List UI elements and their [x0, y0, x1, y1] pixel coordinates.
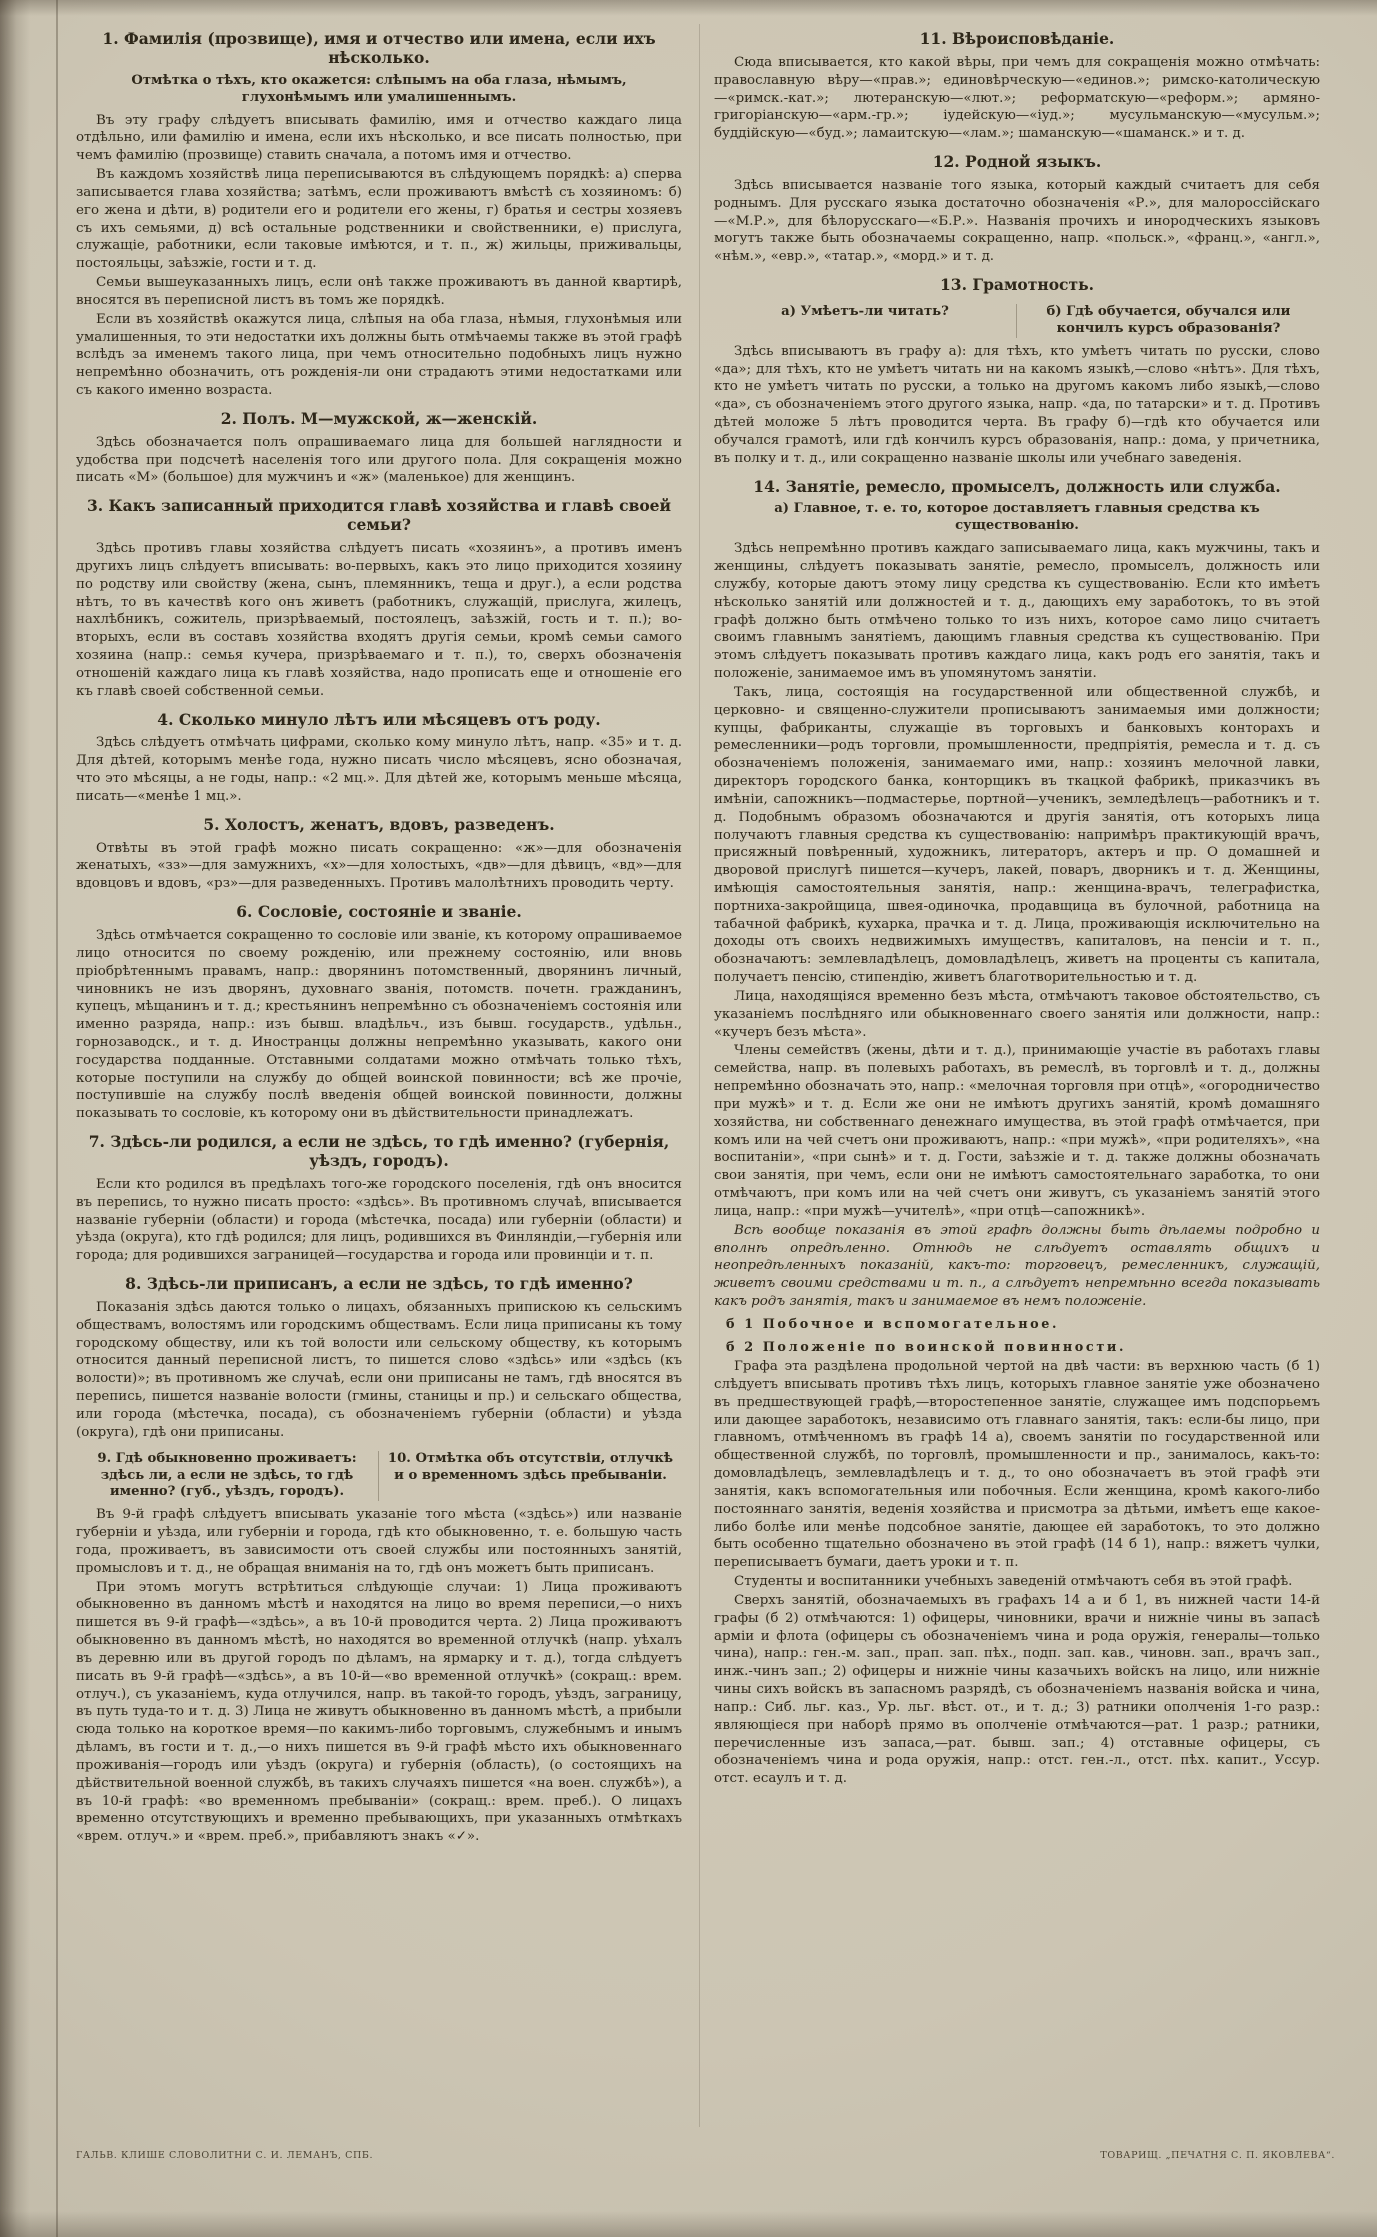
section-subheading: Отмѣтка о тѣхъ, кто окажется: слѣпымъ на оба глаза, нѣмымъ, глухонѣмымъ или умалишеннымъ. — [131, 72, 627, 105]
dual-section-heading — [76, 1451, 682, 1502]
paragraph: Сюда вписывается, кто какой вѣры, при чемъ для сокращенія можно отмѣчать: православную вѣру—«прав.»; единовѣрческую—«единов.»; римско-католическую—«римск.-кат.»; лютеранскую—«лют.»; реформатскую—«реформ.»; армяно-григоріанскую—«арм.-гр.»; іудейскую—«іуд.»; мусульманскую—«мусульм.»; буддійскую—«буд.»; ламаитскую—«лам.»; шаманскую—«шаманск.» и т. д. — [714, 54, 1320, 142]
section-heading: 13. Грамотность. — [940, 275, 1094, 295]
section-heading: 7. Здѣсь-ли родился, а если не здѣсь, то гдѣ именно? (губернія, уѣздъ, городъ). — [88, 1132, 670, 1171]
printer-credit-right: ТОВАРИЩ. „ПЕЧАТНЯ С. П. ЯКОВЛЕВА“. — [1100, 2150, 1335, 2161]
paragraph: Семьи вышеуказанныхъ лицъ, если онѣ также проживаютъ въ данной квартирѣ, вносятся въ переписной листъ въ томъ же порядкѣ. — [76, 275, 682, 308]
section-heading: 2. Полъ. М—мужской, ж—женскій. — [220, 408, 538, 428]
page-fold-line — [56, 0, 58, 2237]
paragraph: Въ каждомъ хозяйствѣ лица переписываются въ слѣдующемъ порядкѣ: а) сперва записывается глава хозяйства; затѣмъ, если проживаютъ вмѣстѣ съ хозяиномъ: б) его жена и дѣти, в) родители его и родители его жены, г) братья и сестры хозяевъ съ ихъ семьями, д) всѣ остальные родственники и свойственники, е) прислуга, служащіе, работники, если таковые имѣются, и т. п., ж) жильцы, приживальцы, постояльцы, заѣзжіе, гости и т. д. — [76, 167, 682, 272]
subsection-heading: б 2 Положеніе по воинской повинности. — [726, 1339, 1126, 1355]
section-heading: а) Умѣетъ-ли читать? — [714, 304, 1017, 338]
page-bottom-edge-shadow — [0, 2211, 1377, 2237]
section-heading: 9. Гдѣ обыкновенно проживаетъ: здѣсь ли, а если не здѣсь, то гдѣ именно? (губ., уѣздъ, городъ). — [76, 1451, 379, 1502]
paragraph: Здѣсь противъ главы хозяйства слѣдуетъ писать «хозяинъ», а противъ именъ другихъ лицъ слѣдуетъ вписывать: во-первыхъ, какъ это лицо приходится хозяину по родству или свойству (жена, сынъ, племянникъ, теща и друг.), а если родства нѣтъ, то въ качествѣ кого онъ живетъ (работникъ, служащій, прислуга, жилецъ, нахлѣбникъ, сожитель, призрѣваемый, постоялецъ, заѣзжій, гость и т. п.); во-вторыхъ, если въ составъ хозяйства входятъ другія семьи, кромѣ семьи самого хозяина (напр.: семья кучера, призрѣваемаго и т. п.), то, сверхъ обозначенія отношеній каждаго лица къ главѣ хозяйства, надо прописать еще и отношеніе его къ главѣ своей собственной семьи. — [76, 541, 682, 699]
paragraph: Всѣ вообще показанія въ этой графѣ должны быть дѣлаемы подробно и вполнѣ опредѣленно. Отнюдь не слѣдуетъ оставлять общихъ и неопредѣленныхъ показаній, какъ-то: торговецъ, ремесленникъ, служащій, живетъ своими средствами и т. п., а слѣдуетъ непремѣнно всегда показывать какъ родъ занятія, такъ и занимаемое въ немъ положеніе. — [714, 1222, 1320, 1310]
section-heading: 1. Фамилія (прозвище), имя и отчество или имена, если ихъ нѣсколько. — [102, 29, 656, 67]
section-heading: 10. Отмѣтка объ отсутствіи, отлучкѣ и о временномъ здѣсь пребываніи. — [387, 1450, 674, 1483]
page-top-edge-shadow — [0, 0, 1377, 16]
section-heading: 11. Вѣроисповѣданіе. — [919, 29, 1115, 48]
paragraph: При этомъ могутъ встрѣтиться слѣдующіе случаи: 1) Лица проживаютъ обыкновенно въ данномъ мѣстѣ и находятся на лицо во время переписи,—о нихъ пишется въ 9-й графѣ—«здѣсь», а въ 10-й проводится черта. 2) Лица проживаютъ обыкновенно въ данномъ мѣстѣ, но находятся во временной отлучкѣ (напр. уѣхалъ въ деревню или въ другой городъ по дѣламъ, на ярмарку и т. д.), тогда слѣдуетъ писать въ 9-й графѣ—«здѣсь», а въ 10-й—«во временной отлучкѣ» (сокращ.: врем. отлуч.), съ указаніемъ, куда отлучился, напр. въ такой-то городъ, уѣздъ, заграницу, въ путь туда-то и т. д. 3) Лица не живутъ обыкновенно въ данномъ мѣстѣ, а прибыли сюда только на короткое время—по какимъ-либо торговымъ, служебнымъ и инымъ дѣламъ, въ гости и т. д.,—о нихъ пишется въ 9-й графѣ мѣсто ихъ обыкновеннаго проживанія—городъ или уѣздъ (округа) и губернія (область), (о состоящихъ на дѣйствительной военной службѣ, въ такихъ случаяхъ пишется «на воен. службѣ»), а въ 10-й графѣ: «во временномъ пребываніи» (сокращ.: врем. преб.). О лицахъ временно отсутствующихъ и временно пребывающихъ, при указанныхъ отмѣткахъ «врем. отлуч.» и «врем. преб.», прибавляютъ знакъ «✓». — [76, 1579, 682, 1845]
paragraph: Сверхъ занятій, обозначаемыхъ въ графахъ 14 а и б 1, въ нижней части 14-й графы (б 2) отмѣчаются: 1) офицеры, чиновники, врачи и нижніе чины въ запасѣ арміи и флота (офицеры съ обозначеніемъ чина и рода оружія, генералы—только чина), напр.: ген.-м. зап., прап. зап. пѣх., подп. зап. кав., чиновн. зап., врачъ зап., инж.-чинъ зап.; 2) офицеры и нижніе чины казачьихъ войскъ на лицо, или нижніе чины сихъ войскъ въ запасномъ разрядѣ, съ обозначеніемъ названія войска и чина, напр.: Сиб. льг. каз., Ур. льг. вѣст. от., и т. д.; 3) ратники ополченія 1-го разр.: являющіеся при наборѣ прямо въ ополченіе отмѣчаются—рат. 1 разр.; ратники, перечисленные изъ запаса,—рат. бывш. зап.; 4) отставные офицеры, съ обозначеніемъ чина и рода оружія, напр.: отст. ген.-л., отст. пѣх. капит., Уссур. отст. есаулъ и т. д. — [714, 1592, 1320, 1787]
printer-credit-left: ГАЛЬВ. КЛИШЕ СЛОВОЛИТНИ С. И. ЛЕМАНЪ, СПБ. — [76, 2150, 374, 2161]
section-heading: 12. Родной языкъ. — [932, 152, 1102, 172]
page-left-edge-shadow — [0, 0, 30, 2237]
text-column-1 — [76, 20, 682, 1847]
paragraph: Здѣсь отмѣчается сокращенно то сословіе или званіе, къ которому опрашиваемое лицо относится по своему рожденію, или прежнему состоянію, или вновь пріобрѣтеннымъ правамъ, напр.: дворянинъ потомственный, дворянинъ личный, чиновникъ не изъ дворянъ, духовнаго званія, потомств. почетн. гражданинъ, купецъ, мѣщанинъ и т. д.; крестьянинъ непремѣнно съ обозначеніемъ состоянія или именно разряда, напр.: изъ бывш. владѣльч., изъ бывш. государств., удѣльн., горнозаводск., и т. д. Иностранцы должны непремѣнно указывать, какого они государства подданные. Отставными солдатами можно отмѣчать только тѣхъ, которые поступили на службу до общей воинской повинности; всѣ же прочіе, поступившіе на службу послѣ введенія общей воинской повинности, должны показывать то сословіе, къ которому они въ дѣйствительности принадлежатъ. — [76, 928, 682, 1122]
paragraph: Здѣсь непремѣнно противъ каждаго записываемаго лица, какъ мужчины, такъ и женщины, слѣдуетъ показывать занятіе, ремесло, промыселъ, должность или службу, которые даютъ этому лицу средства къ существованію. Если кто имѣетъ нѣсколько занятій или должностей и т. д., дающихъ ему заработокъ, то въ этой графѣ должно быть отмѣчено только то изъ нихъ, которое само лицо считаетъ своимъ главнымъ занятіемъ, дающимъ главныя средства къ существованію. При этомъ слѣдуетъ показывать противъ каждаго лица, какъ родъ его занятія, такъ и положеніе, занимаемое имъ въ упомянутомъ занятіи. — [714, 541, 1320, 682]
section-heading: 4. Сколько минуло лѣтъ или мѣсяцевъ отъ роду. — [157, 709, 601, 729]
paragraph: Въ 9-й графѣ слѣдуетъ вписывать указаніе того мѣста («здѣсь») или названіе губерніи и уѣзда, или губерніи и города, гдѣ кто обыкновенно, т. е. большую часть года, проживаетъ, въ зависимости отъ своей службы или постоянныхъ занятій, промысловъ и т. д., не обращая вниманія на то, гдѣ онъ можетъ быть приписанъ. — [76, 1507, 682, 1576]
section-heading: 5. Холостъ, женатъ, вдовъ, разведенъ. — [203, 814, 555, 834]
paragraph: Здѣсь вписывается названіе того языка, который каждый считаетъ для себя роднымъ. Для русскаго языка достаточно обозначенія «Р.», для малороссійскаго—«М.Р.», для бѣлорусскаго—«Б.Р.». Названія прочихъ и инородческихъ языковъ могутъ также быть обозначаемы сокращенно, напр. «польск.», «франц.», «англ.», «нѣм.», «евр.», «татар.», «морд.» и т. д. — [714, 177, 1320, 265]
paragraph: Графа эта раздѣлена продольной чертой на двѣ части: въ верхнюю часть (б 1) слѣдуетъ вписывать противъ тѣхъ лицъ, которыхъ главное занятіе уже обозначено въ предшествующей графѣ,—второстепенное занятіе, служащее имъ подспорьемъ или дающее заработокъ, независимо отъ главнаго занятія, такъ: если-бы лицо, при главномъ, отмѣченномъ въ графѣ 14 а), своемъ занятіи по государственной или общественной службѣ, по торговлѣ, промышленности и пр., занималось, какъ-то: домовладѣлецъ, землевладѣлецъ и т. д., то оно обозначаетъ въ этой графѣ эти занятія, какъ вспомогательныя или побочныя. Если женщина, кромѣ какого-либо постояннаго занятія, веденія хозяйства и присмотра за дѣтьми, имѣетъ еще какое-либо болѣе или менѣе подсобное занятіе, дающее ей заработокъ, то это должно быть особенно тщательно обозначено въ этой графѣ (14 б 1), напр.: вяжетъ чулки, переписываетъ бумаги, даетъ уроки и т. п. — [714, 1359, 1320, 1571]
paragraph: Лица, находящіяся временно безъ мѣста, отмѣчаютъ таковое обстоятельство, съ указаніемъ послѣдняго или обыкновеннаго своего занятія или должности, напр.: «кучеръ безъ мѣста». — [714, 988, 1320, 1040]
paragraph: Студенты и воспитанники учебныхъ заведеній отмѣчаютъ себя въ этой графѣ. — [734, 1574, 1293, 1590]
printer-credits — [76, 2150, 1335, 2161]
text-column-2 — [714, 20, 1320, 1847]
paragraph: Здѣсь вписываютъ въ графу а): для тѣхъ, кто умѣетъ читать по русски, слово «да»; для тѣхъ, кто не умѣетъ читать ни на какомъ языкѣ,—слово «нѣтъ». Для тѣхъ, кто не умѣетъ читать по русски, а только на другомъ какомъ либо языкѣ,—слово «да», съ обозначеніемъ этого другого языка, напр. «да, по татарски» и т. д. Противъ дѣтей моложе 5 лѣтъ проводится черта. Въ графу б)—гдѣ кто обучается или обучался грамотѣ, или гдѣ кончилъ курсъ образованія, напр.: дома, у причетника, въ полку и т. д., или сокращенно названіе школы или учебнаго заведенія. — [714, 343, 1320, 466]
section-heading: 6. Сословіе, состояніе и званіе. — [236, 902, 522, 922]
paragraph: Показанія здѣсь даются только о лицахъ, обязанныхъ припискою къ сельскимъ обществамъ, волостямъ или городскимъ обществамъ. Если лица приписаны къ тому городскому обществу, или къ той волости или сельскому обществу, къ которымъ относится данный переписной листъ, то пишется слово «здѣсь» или «здѣсь (къ волости)»; въ противномъ же случаѣ, если они приписаны не тамъ, гдѣ вносятся въ перепись, пишется названіе волости (гмины, станицы и пр.) и сельскаго общества, или города (мѣстечка, посада), съ обозначеніемъ губерніи (области) и уѣзда (округа), гдѣ они приписаны. — [76, 1299, 682, 1440]
paragraph: Если въ хозяйствѣ окажутся лица, слѣпыя на оба глаза, нѣмыя, глухонѣмыя или умалишенныя, то эти недостатки ихъ должны быть отмѣчаемы также въ этой графѣ вслѣдъ за именемъ такого лица, при чемъ относительно подобныхъ лицъ нужно непремѣнно обозначить, отъ рожденія-ли они страдаютъ этими недостатками или съ какого именно возраста. — [76, 311, 682, 399]
section-heading: 3. Какъ записанный приходится главѣ хозяйства и главѣ своей семьи? — [86, 496, 672, 535]
paragraph: Въ эту графу слѣдуетъ вписывать фамилію, имя и отчество каждаго лица отдѣльно, или фамилію и имена, если ихъ нѣсколько, и все писать полностью, при чемъ фамилію (прозвище) ставить сначала, а потомъ имя и отчество. — [76, 112, 682, 164]
paragraph: Здѣсь обозначается полъ опрашиваемаго лица для большей наглядности и удобства при подсчетѣ населенія того или другого пола. Для сокращенія можно писать «М» (большое) для мужчинъ и «ж» (маленькое) для женщинъ. — [76, 434, 682, 486]
section-heading: 14. Занятіе, ремесло, промыселъ, должность или служба. — [753, 476, 1281, 496]
dual-section-heading — [714, 304, 1320, 338]
paragraph: Члены семействъ (жены, дѣти и т. д.), принимающіе участіе въ работахъ главы семейства, напр. въ полевыхъ работахъ, въ ремеслѣ, въ торговлѣ и т. д., должны непремѣнно обозначать это, напр.: «мелочная торговля при отцѣ», «огородничество при мужѣ» и т. д. Если же они не имѣютъ другихъ занятій, кромѣ домашняго хозяйства, ни собственнаго денежнаго имущества, въ этой графѣ отмѣчается, при комъ или на чей счетъ они проживаютъ, напр.: «при мужѣ», «при родителяхъ», «на воспитаніи», «при сынѣ» и т. д. Гости, заѣзжіе и т. д. также должны обозначать свои занятія, при чемъ, если они не имѣютъ самостоятельнаго заработка, то они отмѣчаютъ, при комъ или на чей счетъ они живутъ, съ указаніемъ занятій этого лица, напр.: «при мужѣ—учителѣ», «при отцѣ—сапожникѣ». — [714, 1043, 1320, 1219]
section-subheading: а) Главное, т. е. то, которое доставляетъ главныя средства къ существованію. — [774, 501, 1260, 534]
two-column-text-area — [76, 20, 1320, 1847]
section-heading: б) Гдѣ обучается, обучался или кончилъ курсъ образованія? — [1046, 304, 1291, 336]
subsection-heading: б 1 Побочное и вспомогательное. — [726, 1316, 1060, 1332]
paragraph: Отвѣты въ этой графѣ можно писать сокращенно: «ж»—для обозначенія женатыхъ, «зз»—для замужнихъ, «х»—для холостыхъ, «дв»—для дѣвицъ, «вд»—для вдовцовъ и вдовъ, «рз»—для разведенныхъ. Противъ малолѣтнихъ проводить черту. — [76, 840, 682, 892]
paragraph: Здѣсь слѣдуетъ отмѣчать цифрами, сколько кому минуло лѣтъ, напр. «35» и т. д. Для дѣтей, которымъ менѣе года, нужно писать число мѣсяцевъ, ясно обозначая, что это мѣсяцы, а не годы, напр.: «2 мц.». Для дѣтей же, которымъ меньше мѣсяца, писать—«менѣе 1 мц.». — [76, 735, 682, 804]
section-heading: 8. Здѣсь-ли приписанъ, а если не здѣсь, то гдѣ именно? — [125, 1274, 633, 1294]
paragraph: Такъ, лица, состоящія на государственной или общественной службѣ, и церковно- и священно-служители прописываютъ занимаемыя ими должности; купцы, фабриканты, служащіе въ торговыхъ и банковыхъ конторахъ и ремесленники—родъ торговли, промышленности, предпріятія, ремесла и т. д. съ обозначеніемъ положенія, занимаемаго ими, напр.: хозяинъ мелочной лавки, директоръ городского банка, конторщикъ въ ткацкой фабрикѣ, приказчикъ въ имѣніи, сапожникъ—подмастерье, портной—ученикъ, земледѣлецъ—работникъ и т. д. Подобнымъ образомъ обозначаются и другія занятія, отъ которыхъ лица получаютъ главныя средства къ существованію: напримѣръ практикующій врачъ, присяжный повѣренный, художникъ, литераторъ, актеръ и пр. О домашней и дворовой прислугѣ пишется—кучеръ, лакей, поваръ, дворникъ и т. д. Женщины, имѣющія самостоятельныя занятія, напр.: женщина-врачъ, телеграфистка, портниха-закройщица, швея-одиночка, продавщица въ булочной, работница на табачной фабрикѣ, кухарка, прачка и т. д. Лица, проживающія исключительно на доходы отъ своихъ недвижимыхъ имуществъ, капиталовъ, на пенсіи и т. п., обозначаютъ: землевладѣлецъ, домовладѣлецъ, живетъ на проценты съ капитала, получаетъ пенсію, стипендію, живетъ благотворительностью и т. д. — [714, 684, 1320, 986]
paragraph: Если кто родился въ предѣлахъ того-же городского поселенія, гдѣ онъ вносится въ перепись, то нужно писать просто: «здѣсь». Въ противномъ случаѣ, вписывается названіе губерніи (области) и города (мѣстечка, посада) или губерніи (области) и уѣзда (округа), кто гдѣ родился; для лицъ, родившихся въ Финляндіи,—губернія или города; для родившихся заграницей—государства и города или провинціи и т. п. — [76, 1176, 682, 1264]
